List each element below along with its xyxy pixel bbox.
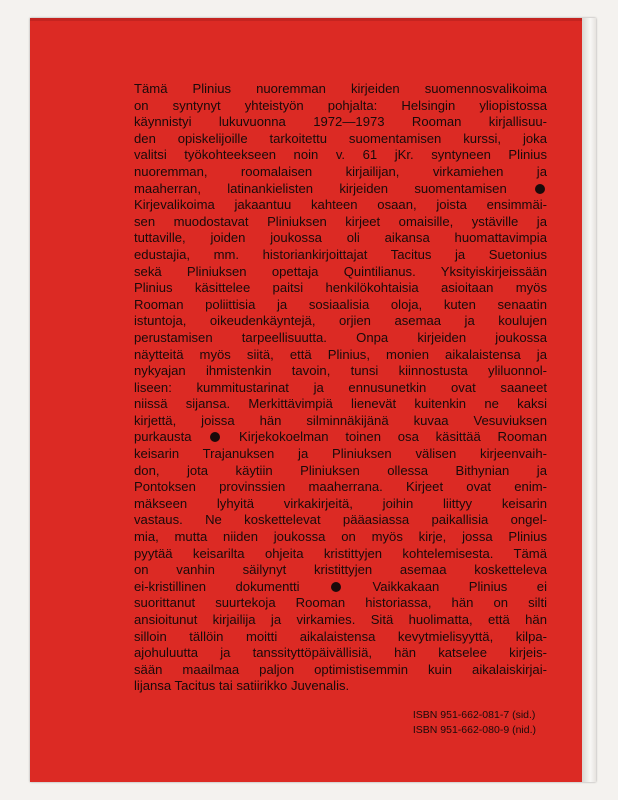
blurb-line-with-bullet: [134, 181, 547, 198]
blurb-line: edustajia, mm. historiankirjoittajat Tacitus ja Suetonius: [134, 246, 547, 262]
blurb-line: ajohuluutta ja tanssityttöpäivällisiä, hän katselee kirjeis-: [134, 645, 547, 661]
blurb-line: on vanhin säilynyt kristittyjen asemaa kosketteleva: [134, 562, 547, 578]
blurb-line: keisarin Trajanuksen ja Pliniuksen välisen kirjeenvaih-: [134, 446, 547, 462]
bullet-icon: [210, 432, 220, 442]
blurb-line: Pontoksen provinssien maaherrana. Kirjeet ovat enim-: [134, 479, 547, 495]
isbn-block: [413, 708, 536, 738]
blurb-line-text: Vaikkakaan Plinius ei: [372, 578, 547, 594]
blurb-line: kirjettä, joissa hän silminnäkijänä kuvaa Vesuviuksen: [134, 412, 547, 428]
blurb-line: den opiskelijoille tarkoitettu suomentamisen kurssi, joka: [134, 130, 547, 146]
blurb-line: valitsi työkohteekseen noin v. 61 jKr. syntyneen Plinius: [134, 147, 547, 163]
blurb-line: silloin tällöin moitti aikalaistensa kevytmielisyyttä, kilpa-: [134, 628, 547, 644]
blurb-line: sen muodostavat Pliniuksen kirjeet omaisille, ystäville ja: [134, 213, 547, 229]
page-edge: [582, 18, 596, 782]
blurb-line: liseen: kummitustarinat ja ennusunetkin ovat saaneet: [134, 379, 547, 395]
blurb-line: niissä sijansa. Merkittävimpiä lienevät kuitenkin ne kaksi: [134, 396, 547, 412]
blurb-line: on syntynyt yhteistyön pohjalta: Helsingin yliopistossa: [134, 97, 547, 113]
blurb-line: nuoremman, roomalaisen kirjailijan, virkamiehen ja: [134, 163, 547, 179]
blurb-line: näytteitä myös siitä, että Plinius, monien aikalaistensa ja: [134, 346, 547, 362]
blurb-line: sekä Pliniuksen opettaja Quintilianus. Yksityiskirjeissään: [134, 263, 547, 279]
blurb-line: mia, mutta niiden joukossa on myös kirje, jossa Plinius: [134, 529, 547, 545]
blurb-line: tuttaville, joiden joukossa oli aikansa huomattavimpia: [134, 230, 547, 246]
bullet-icon: [331, 582, 341, 592]
blurb-line: ansioitunut kirjailija ja virkamies. Sitä huolimatta, että hän: [134, 612, 547, 627]
cover-top-edge: [30, 18, 596, 21]
blurb-line: nykyajan ihmistenkin tavoin, tunsi kiinnostusta yliluonnol-: [134, 363, 547, 379]
blurb-line: pyytää keisarilta ohjeita kristittyjen kohtelemisesta. Tämä: [134, 545, 547, 561]
blurb-line-text: purkausta: [134, 429, 192, 445]
blurb-line: vastaus. Ne koskettelevat pääasiassa paikallisia ongel-: [134, 512, 547, 528]
blurb-line: istuntoja, oikeudenkäyntejä, orjien asemaa ja koulujen: [134, 313, 547, 329]
isbn-paperback: ISBN 951-662-080-9 (nid.): [412, 724, 536, 736]
blurb-line: sään maailmaa paljon optimistisemmin kuin aikalaiskirjai-: [134, 661, 547, 677]
blurb-line: Tämä Plinius nuoremman kirjeiden suomennosvalikoima: [134, 81, 547, 96]
blurb-line-with-bullet: [134, 429, 547, 446]
blurb-line: Kirjevalikoima jakaantuu kahteen osaan, joista ensimmäi-: [134, 197, 547, 213]
book-back-cover: [30, 18, 596, 782]
blurb-line: don, jota käytiin Pliniuksen ollessa Bithynian ja: [134, 462, 547, 478]
blurb-line-text: Kirjekokoelman toinen osa käsittää Rooman: [239, 429, 547, 445]
blurb-line-text: ei-kristillinen dokumentti: [134, 578, 300, 594]
blurb-line: lijansa Tacitus tai satiirikko Juvenalis.: [134, 678, 350, 694]
blurb-line: Rooman poliittisia ja sosiaalisia oloja, kuten senaatin: [134, 296, 547, 312]
isbn-hardcover: ISBN 951-662-081-7 (sid.): [412, 709, 536, 721]
blurb-line: Plinius käsittelee paitsi henkilökohtaisia asioitaan myös: [134, 280, 547, 296]
blurb-text: [134, 81, 547, 695]
blurb-line-with-bullet: [134, 579, 547, 596]
blurb-line: perustamisen tarpeellisuutta. Onpa kirjeiden joukossa: [134, 329, 547, 345]
blurb-line-text: maaherran, latinankielisten kirjeiden suomentamisen: [134, 180, 507, 196]
blurb-line: käynnistyi lukuvuonna 1972—1973 Rooman kirjallisuu-: [134, 114, 547, 130]
bullet-icon: [535, 184, 545, 194]
blurb-line: mäkseen lyhyitä virkakirjeitä, joihin liittyy keisarin: [134, 495, 547, 511]
blurb-line: suorittanut suurtekoja Rooman historiassa, hän on silti: [134, 595, 547, 611]
